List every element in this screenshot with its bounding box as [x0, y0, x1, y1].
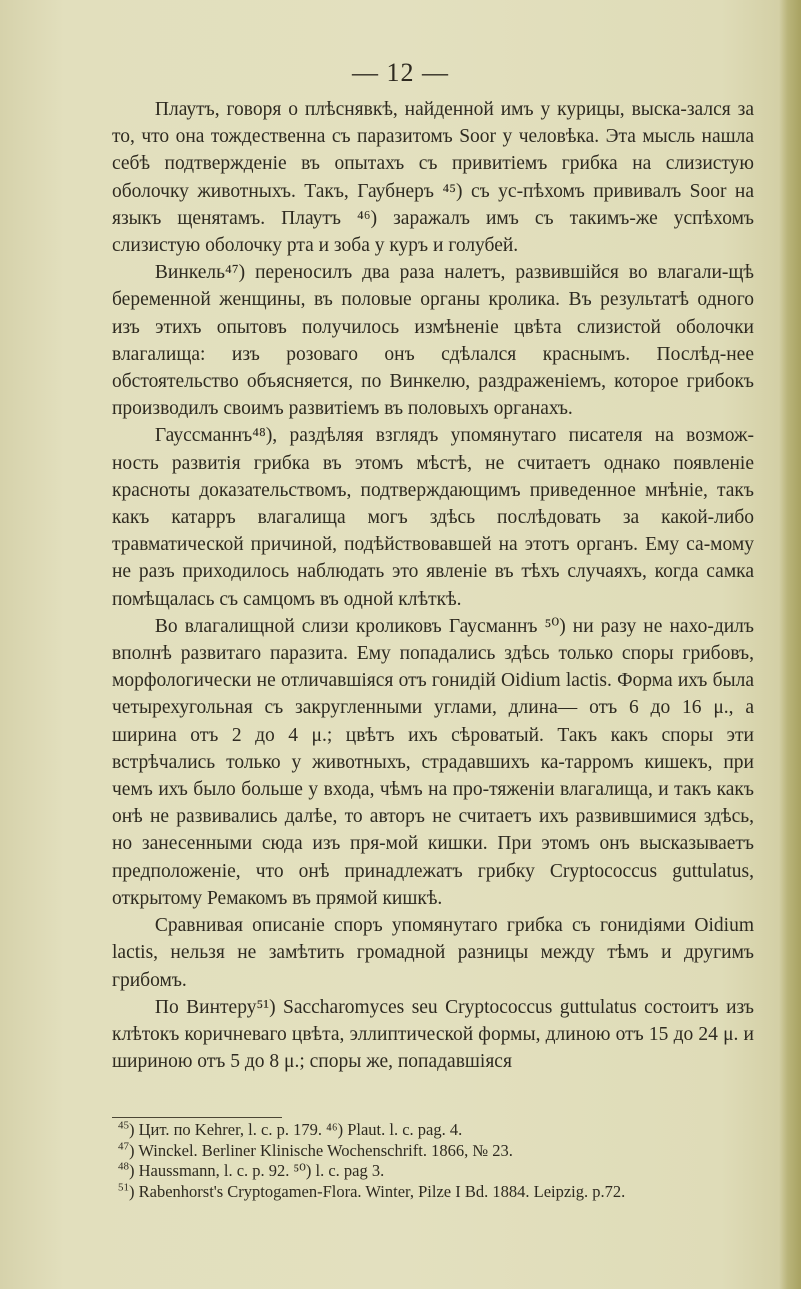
paragraph: Гауссманнъ⁴⁸), раздѣляя взглядъ упомянутаго писателя на возмож-ность развитія грибка въ этомъ мѣстѣ, не считаетъ однако появленіе красноты доказательствомъ, подтверждающимъ приведенное мнѣніе, такъ какъ катарръ влагалища могъ здѣсь послѣдовать за какой-либо травматической причиной, подѣйствовавшей на этотъ органъ. Ему са-мому не разъ приходилось наблюдать это явленіе въ тѣхъ случаяхъ, когда самка помѣщалась съ самцомъ въ одной клѣткѣ. [112, 425, 754, 610]
paragraph: Винкель⁴⁷) переносилъ два раза налетъ, развившійся во влагали-щѣ беременной женщины, въ половые органы кролика. Въ результатѣ одного изъ этихъ опытовъ получилось измѣненіе цвѣта слизистой оболочки влагалища: изъ розоваго онъ сдѣлался краснымъ. Послѣд-нее обстоятельство объясняется, по Винкелю, раздраженіемъ, которое грибокъ производилъ своимъ развитіемъ въ половыхъ органахъ. [112, 262, 754, 420]
footnote [118, 1182, 758, 1203]
footnote-marker: 51 [118, 1181, 129, 1193]
main-text [112, 96, 754, 1075]
page-binding-edge [779, 0, 801, 1289]
footnote-text: ) Rabenhorst's Cryptogamen-Flora. Winter, Pilze I Bd. 1884. Leipzig. p.72. [129, 1181, 626, 1201]
footnote [118, 1161, 758, 1182]
footnote-marker: 47 [118, 1140, 129, 1152]
footnote-marker: 48 [118, 1160, 129, 1173]
footnotes [118, 1120, 758, 1202]
footnote-text: ) Winckel. Berliner Klinische Wochenschrift. 1866, № 23. [129, 1140, 513, 1160]
footnote-text: ) Haussmann, l. c. p. 92. ⁵⁰) l. c. pag 3. [129, 1161, 385, 1180]
footnote-marker: 45 [118, 1119, 129, 1132]
footnote [118, 1120, 758, 1141]
footnote [118, 1141, 758, 1162]
paragraph: Во влагалищной слизи кроликовъ Гаусманнъ ⁵⁰) ни разу не нахо-дилъ вполнѣ развитаго паразита. Ему попадались здѣсь только споры грибовъ, морфологически не отличавшіяся отъ гонидій Oidium lactis. Форма ихъ была четырехугольная съ закругленными углами, длина— отъ 6 до 16 μ., а ширина отъ 2 до 4 μ.; цвѣтъ ихъ сѣроватый. Такъ какъ споры эти встрѣчались только у животныхъ, страдавшихъ ка-тарромъ кишекъ, при чемъ ихъ было больше у входа, чѣмъ на про-тяженіи влагалища, и такъ какъ онѣ не развивались далѣе, то авторъ не считаетъ ихъ развившимися здѣсь, но занесенными сюда изъ пря-мой кишки. При этомъ онъ высказываетъ предположеніе, что онѣ принадлежатъ грибку Cryptococcus guttulatus, открытому Ремакомъ въ прямой кишкѣ. [112, 615, 754, 909]
footnote-divider [112, 1117, 282, 1118]
paragraph: По Винтеру⁵¹) Saccharomyces seu Cryptococcus guttulatus состоитъ изъ клѣтокъ коричневаго цвѣта, эллиптической формы, длиною отъ 15 до 24 μ. и шириною отъ 5 до 8 μ.; споры же, попадавшіяся [112, 996, 754, 1073]
paragraph: Плаутъ, говоря о плѣснявкѣ, найденной имъ у курицы, выска-зался за то, что она тождественна съ паразитомъ Soor у человѣка. Эта мысль нашла себѣ подтвержденіе въ опытахъ съ привитіемъ грибка на слизистую оболочку животныхъ. Такъ, Гаубнеръ ⁴⁵) съ ус-пѣхомъ прививалъ Soor на языкъ щенятамъ. Плаутъ ⁴⁶) заражалъ имъ съ такимъ-же успѣхомъ слизистую оболочку рта и зоба у куръ и голубей. [112, 99, 754, 257]
paragraph: Сравнивая описаніе споръ упомянутаго грибка съ гонидіями Oidium lactis, нельзя не замѣтить громадной разницы между тѣмъ и другимъ грибомъ. [112, 915, 754, 991]
page-number: — 12 — [352, 58, 449, 87]
footnote-text: ) Цит. по Kehrer, l. c. p. 179. ⁴⁶) Plaut. l. c. pag. 4. [129, 1120, 463, 1139]
